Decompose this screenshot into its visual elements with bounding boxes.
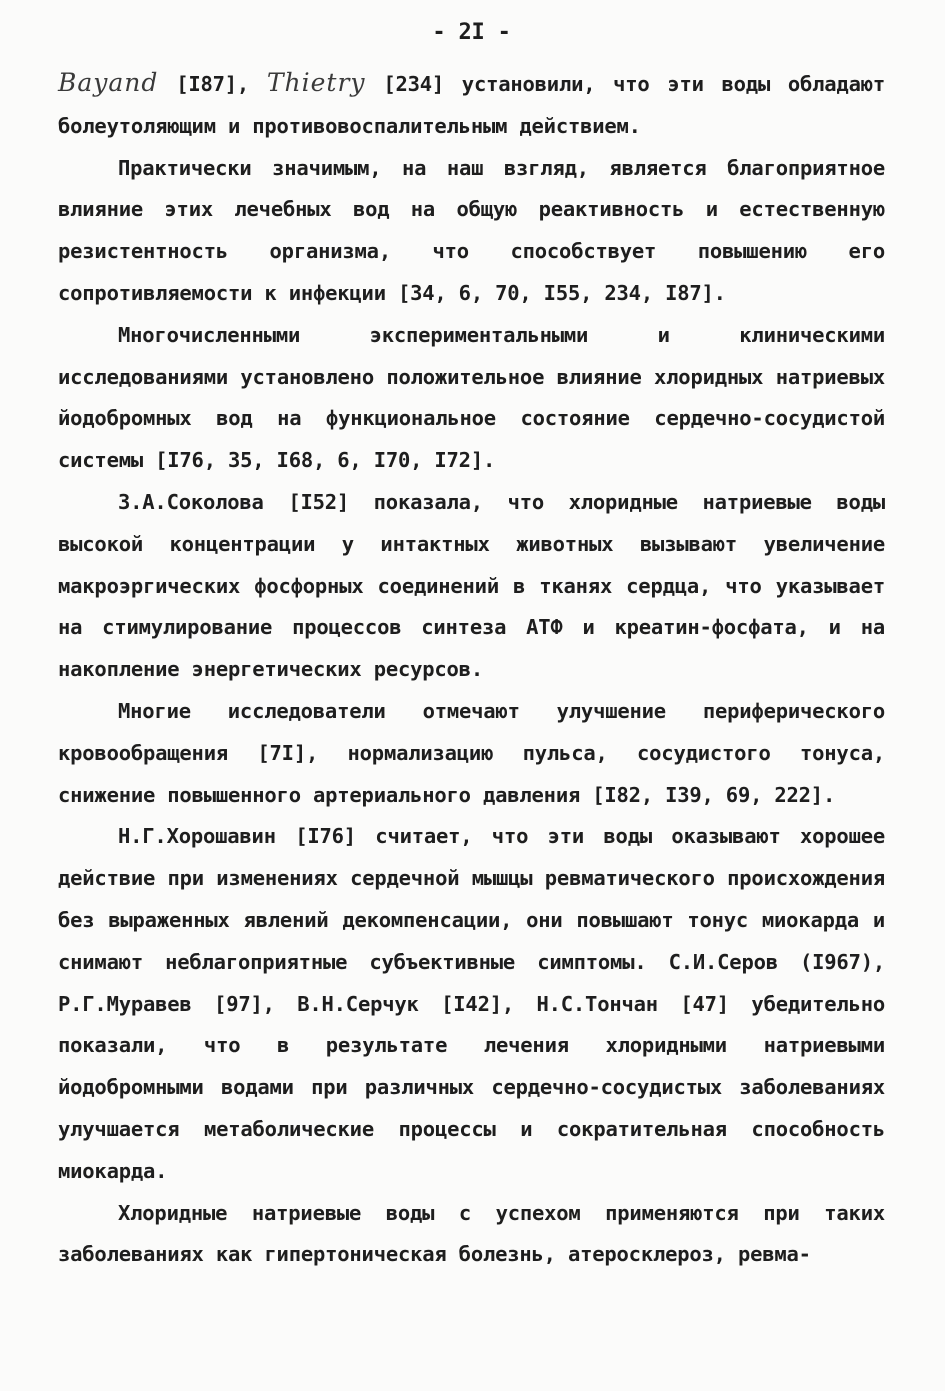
handwritten-author-1: Bayand (58, 68, 159, 97)
paragraph-1 (58, 62, 885, 148)
paragraph-7: Хлоридные натриевые воды с успехом применяются при таких заболеваниях как гипертоническая болезнь, атеросклероз, ревма- (58, 1200, 885, 1267)
paragraph-6: Н.Г.Хорошавин [I76] считает, что эти воды оказывают хорошее действие при изменениях сердечной мышцы ревматического происхождения без выраженных явлений декомпенсации, они повышают тонус миокарда и снимают неблагоприятные субъективные симптомы. С.И.Серов (I967), Р.Г.Муравев [97], В.Н.Серчук [I42], Н.С.Тончан [47] убедительно показали, что в результате лечения хлоридными натриевыми йодобромными водами при различных сердечно-сосудистых заболеваниях улучшается метаболические процессы и сократительная способность миокарда. (58, 824, 885, 1183)
paragraph-3: Многочисленными экспериментальными и клиническими исследованиями установлено положительное влияние хлоридных натриевых йодобромных вод на функциональное состояние сердечно-сосудистой системы [I76, 35, I68, 6, I70, I72]. (58, 322, 885, 473)
reference-1: [I87] (176, 72, 237, 96)
separator: , (236, 72, 250, 96)
paragraph-4: З.А.Соколова [I52] показала, что хлоридные натриевые воды высокой концентрации у интактных животных вызывают увеличение макроэргических фосфорных соединений в тканях сердца, что указывает на стимулирование процессов синтеза АТФ и креатин-фосфата, и на накопление энергетических ресурсов. (58, 489, 885, 682)
paragraph-5: Многие исследователи отмечают улучшение периферического кровообращения [7I], нормализацию пульса, сосудистого тонуса, снижение повышенного артериального давления [I82, I39, 69, 222]. (58, 698, 885, 807)
paragraph-1-text: [234] установили, что эти воды обладают болеутоляющим и противовоспалительным действием. (58, 72, 885, 138)
page-number: - 2I - (432, 20, 511, 45)
paragraph-2: Практически значимым, на наш взгляд, является благоприятное влияние этих лечебных вод на общую реактивность и естественную резистентность организма, что способствует повышению его сопротивляемости к инфекции [34, 6, 70, I55, 234, I87]. (58, 155, 885, 305)
handwritten-author-2: Thietry (266, 68, 366, 97)
